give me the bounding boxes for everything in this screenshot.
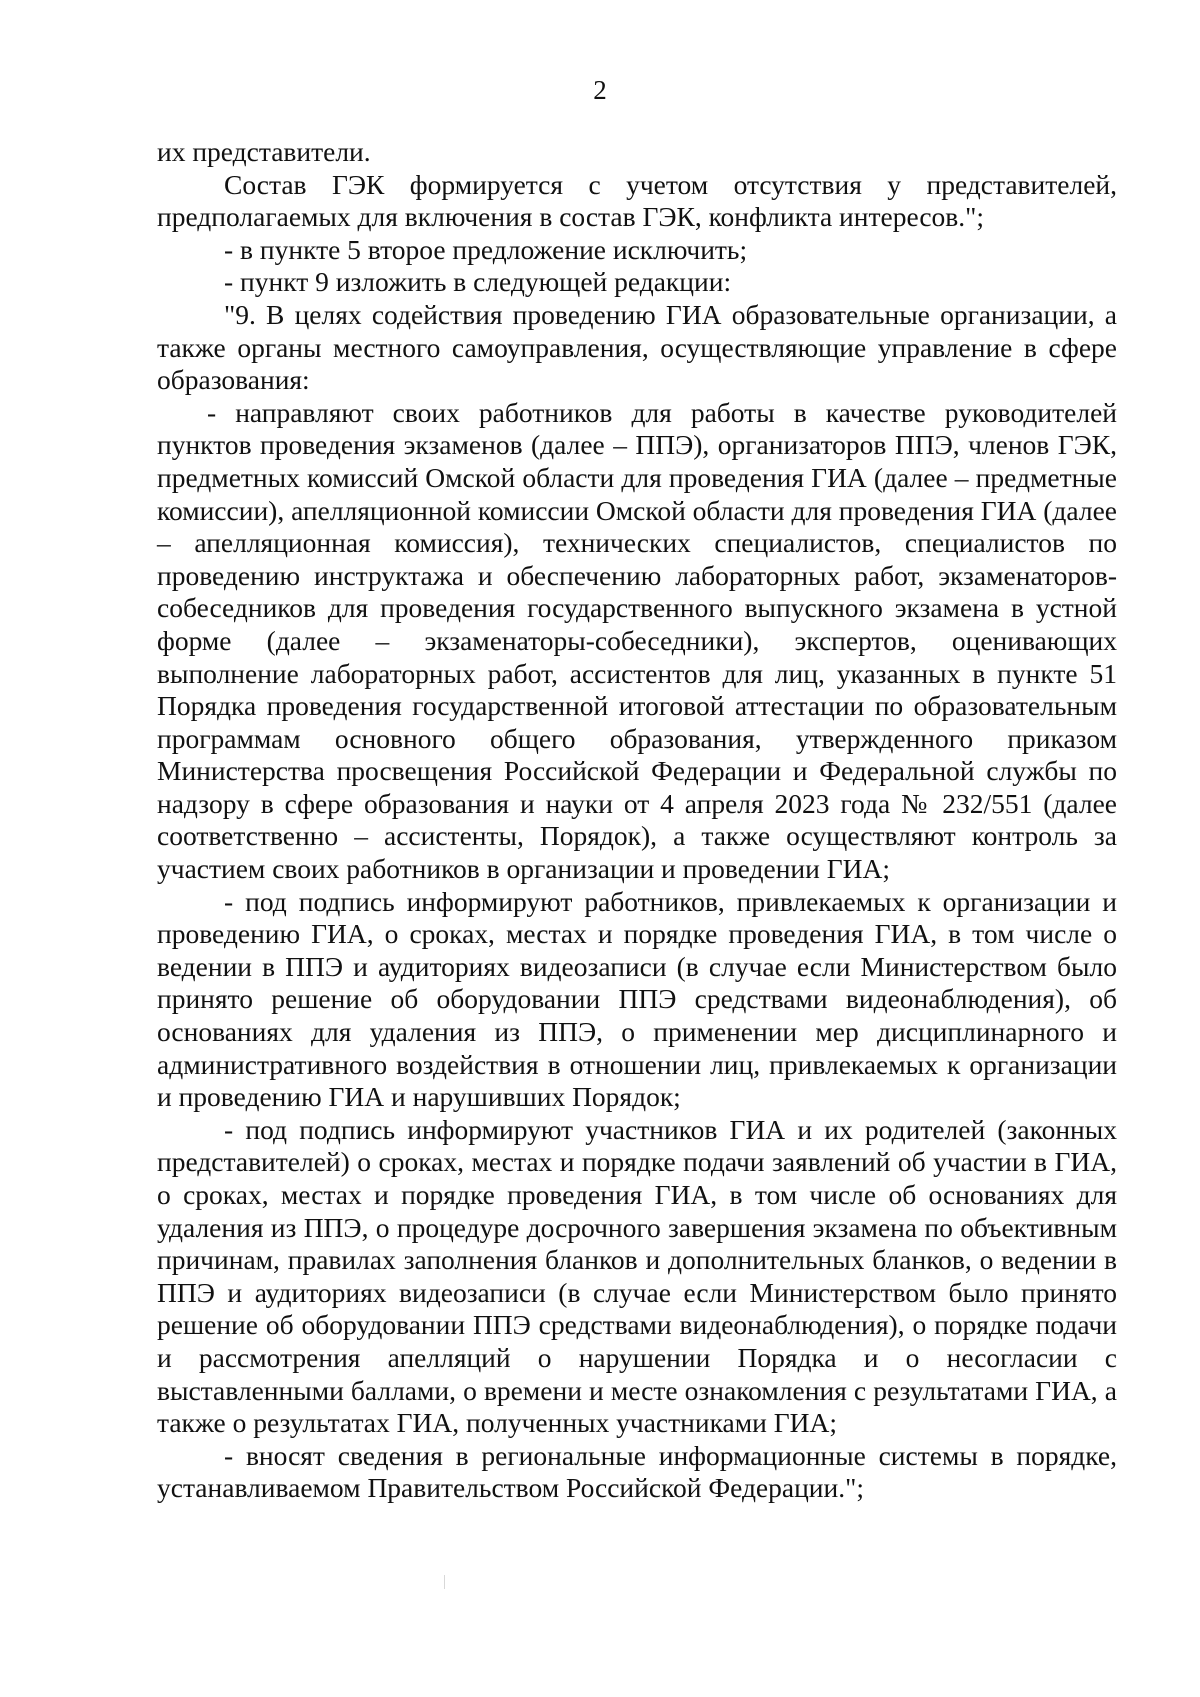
page-number: 2 — [593, 75, 607, 105]
paragraph-continuation: их представители. — [157, 136, 371, 167]
paragraph-send-workers: - направляют своих работников для работы в качестве руководителей пунктов проведения экзаменов (далее – ППЭ), организаторов ППЭ, членов ГЭК, предметных комиссий Омской области для проведения ГИА (далее – предметные комиссии), апелляционной комиссии Омской области для проведения ГИА (далее – апелляционная комиссия), технических специалистов, специалистов по проведению инструктажа и обеспечению лабораторных работ, экзаменаторов-собеседников для проведения государственного выпускного экзамена в устной форме (далее – экзаменаторы-собеседники), экспертов, оценивающих выполнение лабораторных работ, ассистентов для лиц, указанных в пункте 51 Порядка проведения государственной итоговой аттестации по образовательным программам основного общего образования, утвержденного приказом Министерства просвещения Российской Федерации и Федеральной службы по надзору в сфере образования и науки от 4 апреля 2023 года № 232/551 (далее соответственно – ассистенты, Порядок), а также осуществляют контроль за участием своих работников в организации и проведении ГИА; — [157, 396, 1117, 885]
paragraph-item-9-amendment: - пункт 9 изложить в следующей редакции: — [224, 266, 732, 298]
paragraph-inform-workers: - под подпись информируют работников, привлекаемых к организации и проведению ГИА, о сроках, местах и порядке проведения ГИА, в том числе о ведении в ППЭ и аудиториях видеозаписи (в случае если Министерством было принято решение об оборудовании ППЭ средствами видеонаблюдения), об основаниях для удаления из ППЭ, о применении мер дисциплинарного и административного воздействия в отношении лиц, привлекаемых к организации и проведению ГИА и нарушивших Порядок; — [157, 885, 1117, 1113]
paragraph-inform-participants: - под подпись информируют участников ГИА и их родителей (законных представителей) о сроках, местах и порядке подачи заявлений об участии в ГИА, о сроках, местах и порядке проведения ГИА, в том числе об основаниях для удаления из ППЭ, о процедуре досрочного завершения экзамена по объективным причинам, правилах заполнения бланков и дополнительных бланков, о ведении в ППЭ и аудиториях видеозаписи (в случае если Министерством было принято решение об оборудовании ППЭ средствами видеонаблюдения), о порядке подачи и рассмотрения апелляций о нарушении Порядка и о несогласии с выставленными баллами, о времени и месте ознакомления с результатами ГИА, а также о результатах ГИА, полученных участниками ГИА; — [157, 1113, 1117, 1439]
paragraph-item-9-intro: "9. В целях содействия проведению ГИА образовательные организации, а также органы местного самоуправления, осуществляющие управление в сфере образования: — [157, 298, 1117, 396]
paragraph-gek-composition: Состав ГЭК формируется с учетом отсутствия у представителей, предполагаемых для включения в состав ГЭК, конфликта интересов."; — [157, 168, 1117, 233]
document-body — [157, 136, 1117, 1505]
paragraph-item-5-amendment: - в пункте 5 второе предложение исключить; — [224, 233, 748, 265]
paragraph-regional-systems: - вносят сведения в региональные информационные системы в порядке, устанавливаемом Правительством Российской Федерации."; — [157, 1439, 1117, 1504]
scan-artifact — [444, 1575, 445, 1589]
